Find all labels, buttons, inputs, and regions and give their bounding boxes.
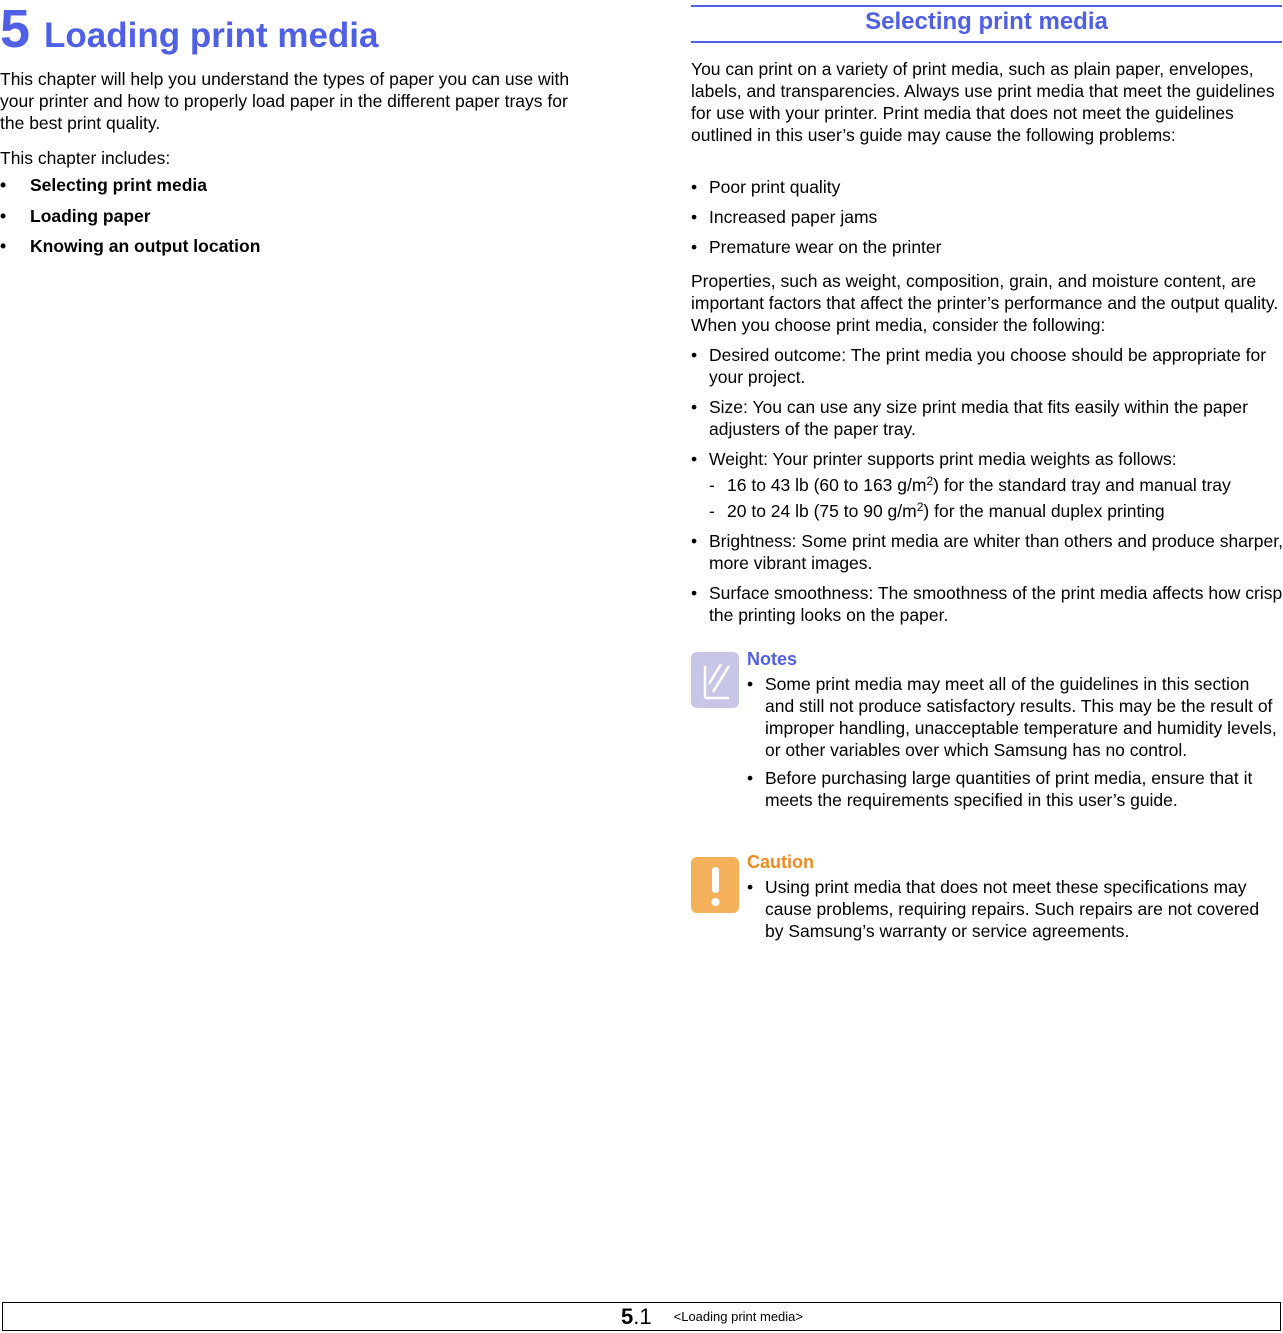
list-item: • Weight: Your printer supports print media weights as follows: - 16 to 43 lb (60 to 163 $g/m^2$) for the standard tray and manual tray - 20 to 24 lb (75 to 90 $g/m^2$) for the manual duplex printing: [691, 448, 1283, 522]
contents-item-loading[interactable]: • Loading paper: [0, 205, 560, 236]
chapter-number: 5: [0, 0, 31, 59]
list-item: • Some print media may meet all of the guidelines in this section and still not produce satisfactory results. This may be the result of improper handling, unacceptable temperature and humidity levels, or other variables over which Samsung has no control.: [747, 674, 1277, 760]
chapter-title: [0, 2, 379, 62]
list-item: • Using print media that does not meet these specifications may cause problems, requiring repairs. Such repairs are not covered by Samsung’s warranty or service agreements.: [747, 877, 1260, 941]
notes-title: Notes: [747, 649, 798, 669]
section-paragraph-2: Properties, such as weight, composition, grain, and moisture content, are important factors that affect the printer’s performance and the output quality. When you choose print media, consider the following:: [691, 271, 1279, 335]
note-pencil-icon: [691, 652, 739, 708]
includes-label: This chapter includes:: [0, 148, 171, 168]
list-item: • Desired outcome: The print media you choose should be appropriate for your project.: [691, 345, 1267, 387]
weights-sublist: [709, 474, 1283, 522]
caution-exclamation-icon: [691, 857, 739, 913]
page-number: 5.1: [621, 1304, 652, 1329]
contents-item-label[interactable]: Selecting print media: [30, 175, 207, 195]
contents-item-label[interactable]: Loading paper: [30, 205, 151, 226]
contents-item-selecting[interactable]: • Selecting print media: [0, 174, 560, 205]
section-title: Selecting print media: [865, 8, 1108, 35]
list-item: • Surface smoothness: The smoothness of the print media affects how crisp the printing looks on the paper.: [691, 583, 1283, 625]
list-item: • Size: You can use any size print media that fits easily within the paper adjusters of the paper tray.: [691, 397, 1248, 439]
section-top-rule: [691, 5, 1282, 7]
caution-list: [747, 876, 1281, 948]
considerations-list: [691, 344, 1283, 634]
section-paragraph-1: You can print on a variety of print media, such as plain paper, envelopes, labels, and transparencies. Always use print media that meet the guidelines for use with your printer. Print media that does not meet the guidelines outlined in this user’s guide may cause the following problems:: [691, 59, 1275, 145]
page-footer: [2, 1302, 1281, 1331]
list-item: • Brightness: Some print media are whiter than others and produce sharper, more vibrant images.: [691, 531, 1283, 573]
section-bottom-rule: [691, 41, 1282, 43]
list-item: • Before purchasing large quantities of print media, ensure that it meets the requirements specified in this user’s guide.: [747, 768, 1253, 810]
footer-chapter-label: <Loading print media>: [673, 1309, 803, 1324]
contents-item-label[interactable]: Knowing an output location: [30, 236, 261, 256]
weight-intro: Weight: Your printer supports print media weights as follows:: [709, 449, 1177, 469]
sublist-item: - 16 to 43 lb (60 to 163 $g/m^2$) for the standard tray and manual tray: [709, 474, 1231, 495]
caution-title: Caution: [747, 852, 814, 872]
notes-list: [747, 673, 1281, 817]
list-item: • Premature wear on the printer: [691, 237, 942, 257]
chapter-heading: Loading print media: [44, 16, 379, 55]
chapter-intro: This chapter will help you understand the types of paper you can use with your printer and how to properly load paper in the different paper trays for the best print quality.: [0, 69, 570, 133]
chapter-contents-list: [0, 174, 560, 266]
problems-list: [691, 176, 1283, 266]
list-item: • Increased paper jams: [691, 207, 878, 227]
list-item: • Poor print quality: [691, 177, 841, 197]
sublist-item: - 20 to 24 lb (75 to 90 $g/m^2$) for the manual duplex printing: [709, 500, 1165, 521]
contents-item-output[interactable]: • Knowing an output location: [0, 235, 560, 266]
